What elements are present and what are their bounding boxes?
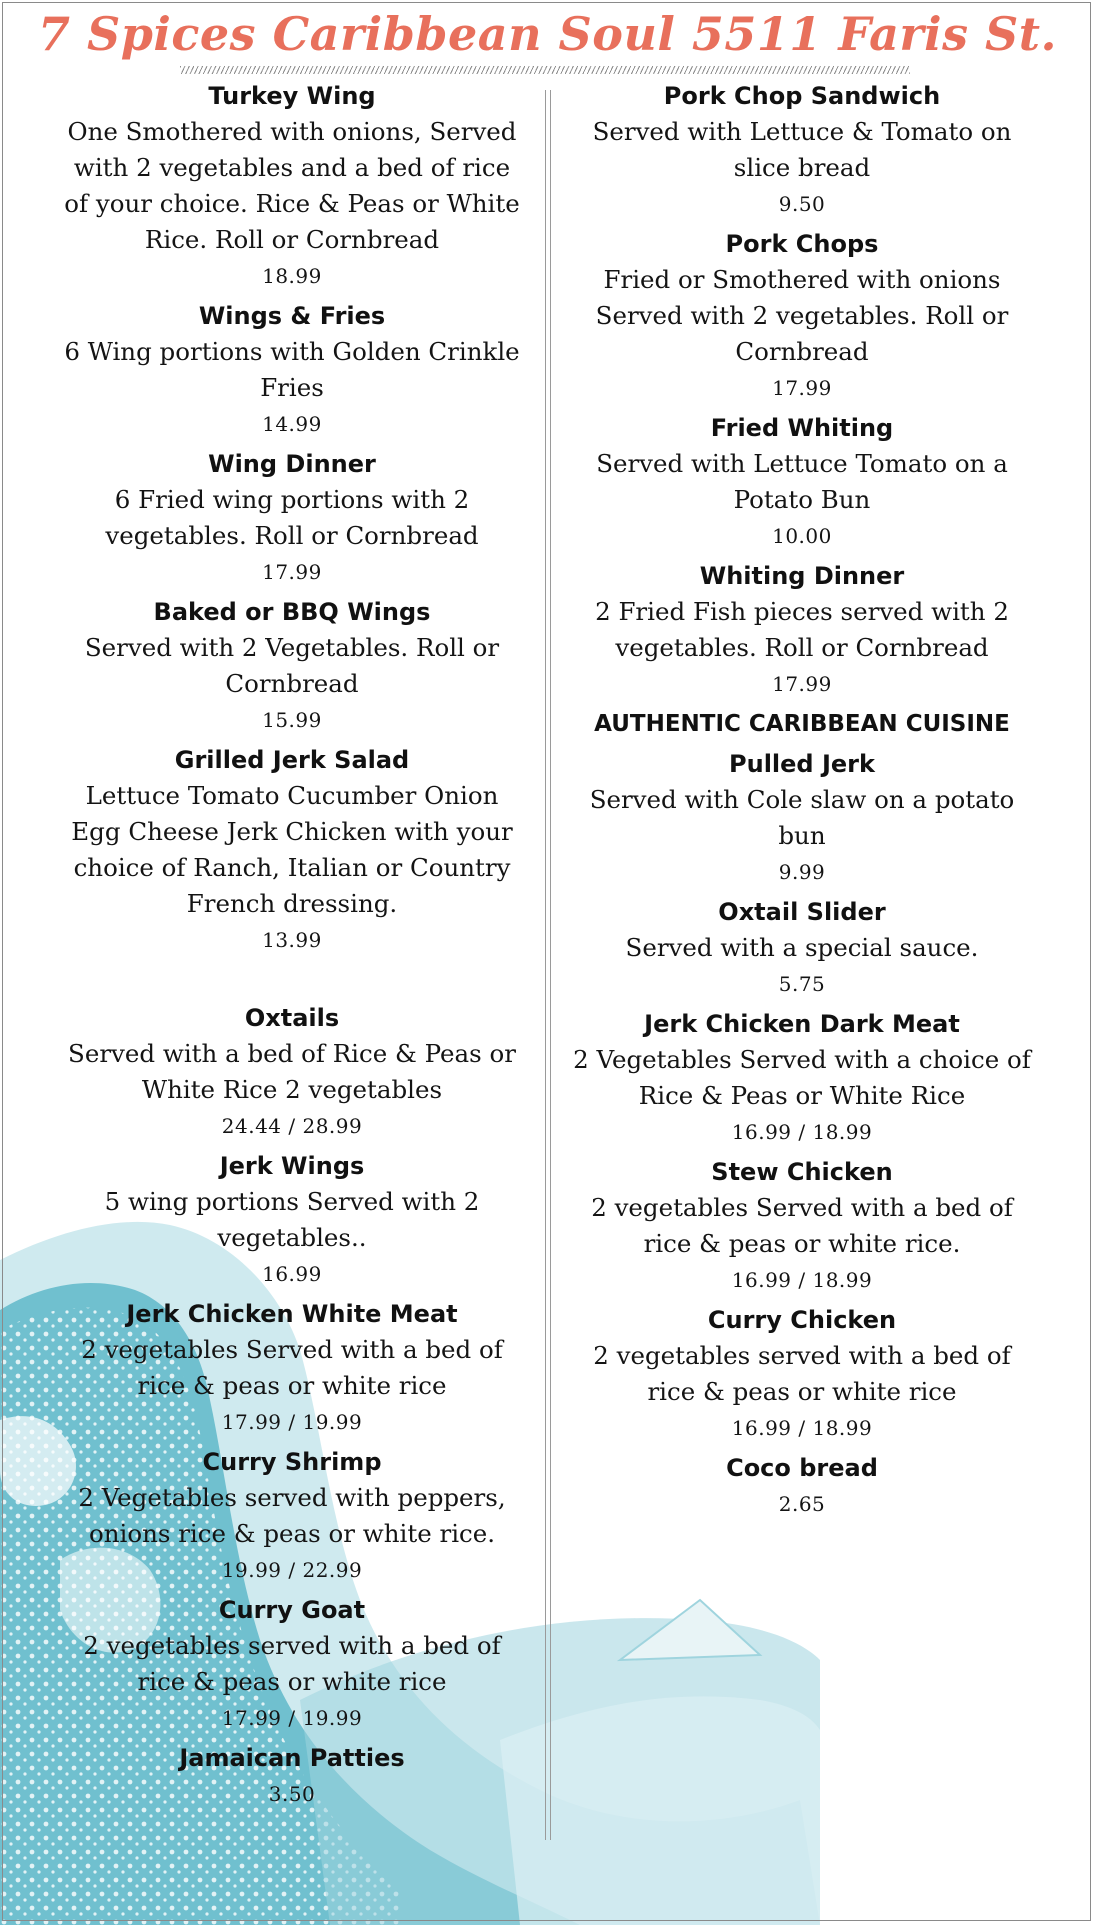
item-name: Grilled Jerk Salad (174, 746, 410, 774)
menu-item (572, 410, 1032, 554)
menu-item (62, 78, 522, 294)
item-price: 17.99 (772, 376, 832, 400)
item-price: 24.44 / 28.99 (221, 1114, 363, 1138)
item-description: Fried or Smothered with onions Served with 2 vegetables. Roll or Cornbread (595, 265, 1009, 366)
item-price: 16.99 / 18.99 (731, 1120, 873, 1144)
item-name: Wing Dinner (208, 450, 376, 478)
item-name: Oxtail Slider (718, 898, 886, 926)
item-description: Served with 2 Vegetables. Roll or Cornbread (84, 633, 500, 698)
menu-item (62, 594, 522, 738)
item-name: Jamaican Patties (179, 1744, 405, 1772)
item-name: Jerk Wings (219, 1152, 365, 1180)
menu-item (572, 1302, 1032, 1446)
item-description: Served with Lettuce & Tomato on slice bread (592, 117, 1012, 182)
item-name: Pork Chops (725, 230, 879, 258)
menu-item (572, 1450, 1032, 1522)
item-name: Oxtails (244, 1004, 340, 1032)
item-price: 16.99 (262, 1262, 322, 1286)
column-divider (545, 90, 551, 1840)
item-price: 13.99 (262, 928, 322, 952)
item-name: Curry Shrimp (202, 1448, 382, 1476)
item-name: Coco bread (726, 1454, 878, 1482)
item-description: One Smothered with onions, Served with 2 vegetables and a bed of rice of your choice. Rice & Peas or White Rice. Roll or Cornbread (64, 117, 520, 254)
item-price: 9.99 (778, 860, 826, 884)
item-description: 2 vegetables served with a bed of rice & peas or white rice (593, 1341, 1011, 1406)
restaurant-title: 7 Spices Caribbean Soul 5511 Faris St. (38, 7, 1057, 61)
item-price: 17.99 (262, 560, 322, 584)
item-description: 6 Fried wing portions with 2 vegetables. Roll or Cornbread (105, 485, 479, 550)
item-name: Wings & Fries (198, 302, 386, 330)
item-price: 3.50 (268, 1782, 316, 1806)
item-price: 17.99 / 19.99 (221, 1410, 363, 1434)
item-description: 2 Fried Fish pieces served with 2 vegetables. Roll or Cornbread (595, 597, 1009, 662)
item-description: 2 vegetables served with a bed of rice & peas or white rice (83, 1631, 501, 1696)
menu-item (62, 298, 522, 442)
item-name: Pulled Jerk (729, 750, 875, 778)
item-price: 2.65 (778, 1492, 826, 1516)
menu-item (62, 446, 522, 590)
item-description: 2 Vegetables Served with a choice of Rice & Peas or White Rice (573, 1045, 1031, 1110)
item-name: Curry Goat (218, 1596, 366, 1624)
menu-item (62, 1000, 522, 1144)
item-description: 2 vegetables Served with a bed of rice & peas or white rice. (591, 1193, 1013, 1258)
item-price: 16.99 / 18.99 (731, 1268, 873, 1292)
item-price: 9.50 (778, 192, 826, 216)
menu-item (572, 746, 1032, 890)
item-name: Turkey Wing (208, 82, 376, 110)
item-price: 5.75 (778, 972, 826, 996)
menu-item (62, 1444, 522, 1588)
item-name: Whiting Dinner (699, 562, 905, 590)
item-description: 5 wing portions Served with 2 vegetables.. (104, 1187, 480, 1252)
item-price: 14.99 (262, 412, 322, 436)
section-heading-caribbean: AUTHENTIC CARIBBEAN CUISINE (594, 711, 1010, 737)
item-description: Served with a bed of Rice & Peas or White Rice 2 vegetables (68, 1039, 516, 1104)
menu-item (572, 894, 1032, 1002)
menu-item (572, 226, 1032, 406)
item-price: 18.99 (262, 264, 322, 288)
item-price: 17.99 / 19.99 (221, 1706, 363, 1730)
left-menu-column (62, 78, 522, 1816)
item-description: 2 Vegetables served with peppers, onions rice & peas or white rice. (78, 1483, 506, 1548)
right-menu-column (572, 78, 1032, 1526)
section-spacer (62, 962, 522, 1000)
item-description: Served with a special sauce. (625, 933, 979, 962)
menu-item (572, 78, 1032, 222)
menu-item (62, 742, 522, 958)
item-price: 19.99 / 22.99 (221, 1558, 363, 1582)
item-description: 2 vegetables Served with a bed of rice & peas or white rice (81, 1335, 503, 1400)
item-price: 16.99 / 18.99 (731, 1416, 873, 1440)
item-description: Served with Cole slaw on a potato bun (589, 785, 1015, 850)
item-name: Jerk Chicken White Meat (126, 1300, 458, 1328)
item-price: 17.99 (772, 672, 832, 696)
item-name: Curry Chicken (707, 1306, 897, 1334)
menu-item (572, 1154, 1032, 1298)
item-description: Served with Lettuce Tomato on a Potato Bun (596, 449, 1008, 514)
menu-item (62, 1740, 522, 1812)
menu-item (62, 1148, 522, 1292)
menu-item (572, 1006, 1032, 1150)
title-underline-hatch (180, 66, 910, 74)
item-price: 10.00 (772, 524, 832, 548)
menu-item (62, 1592, 522, 1736)
item-price: 15.99 (262, 708, 322, 732)
item-name: Pork Chop Sandwich (663, 82, 941, 110)
menu-item (62, 1296, 522, 1440)
item-name: Baked or BBQ Wings (153, 598, 431, 626)
item-name: Stew Chicken (711, 1158, 893, 1186)
menu-item (572, 558, 1032, 702)
item-description: 6 Wing portions with Golden Crinkle Fries (64, 337, 520, 402)
item-name: Jerk Chicken Dark Meat (644, 1010, 960, 1038)
item-name: Fried Whiting (710, 414, 894, 442)
item-description: Lettuce Tomato Cucumber Onion Egg Cheese Jerk Chicken with your choice of Ranch, Italian or Country French dressing. (71, 781, 513, 918)
